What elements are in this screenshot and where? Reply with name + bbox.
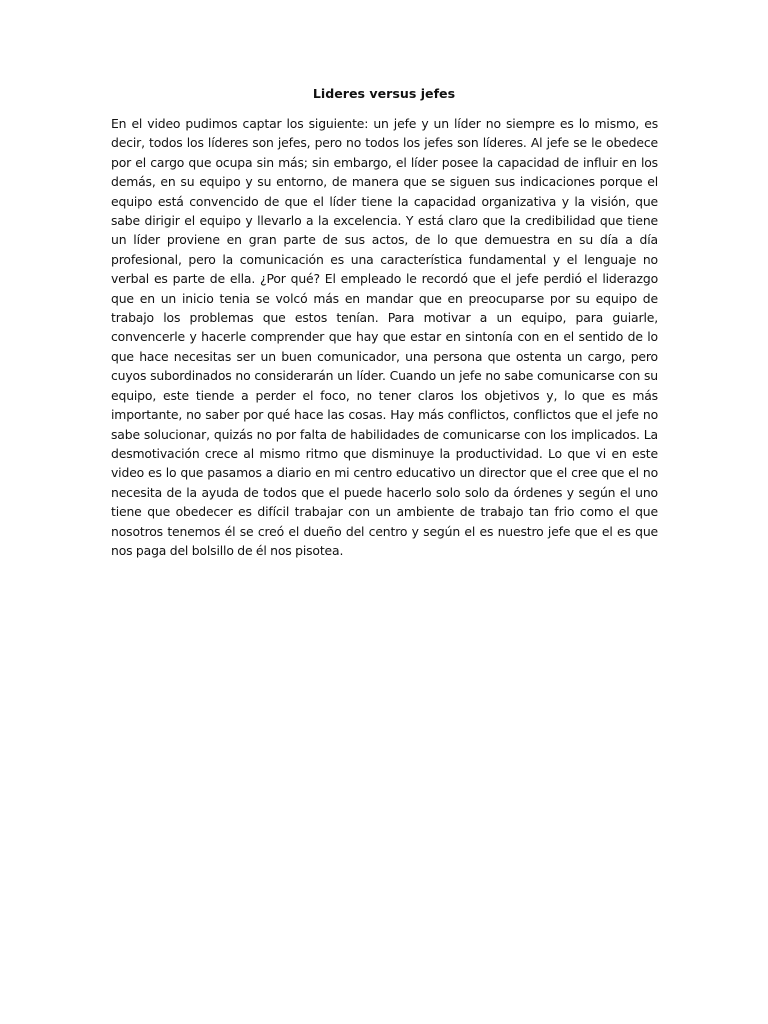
document-body-paragraph: En el video pudimos captar los siguiente: un jefe y un líder no siempre es lo mismo, es decir, todos los líderes son jefes, pero no todos los jefes son líderes. Al jefe se le obedece por el cargo que ocupa sin más; sin embargo, el líder posee la capacidad de influir en los demás, en su equipo y su entorno, de manera que se siguen sus indicaciones porque el equipo está convencido de que el líder tiene la capacidad organizativa y la visión, que sabe dirigir el equipo y llevarlo a la excelencia. Y está claro que la credibilidad que tiene un líder proviene en gran parte de sus actos, de lo que demuestra en su día a día profesional, pero la comunicación es una característica fundamental y el lenguaje no verbal es parte de ella. ¿Por qué? El empleado le recordó que el jefe perdió el liderazgo que en un inicio tenia se volcó más en mandar que en preocuparse por su equipo de trabajo los problemas que estos tenían. Para motivar a un equipo, para guiarle, convencerle y hacerle comprender que hay que estar en sintonía con en el sentido de lo que hace necesitas ser un buen comunicador, una persona que ostenta un cargo, pero cuyos subordinados no considerarán un líder. Cuando un jefe no sabe comunicarse con su equipo, este tiende a perder el foco, no tener claros los objetivos y, lo que es más importante, no saber por qué hace las cosas. Hay más conflictos, conflictos que el jefe no sabe solucionar, quizás no por falta de habilidades de comunicarse con los implicados. La desmotivación crece al mismo ritmo que disminuye la productividad. Lo que vi en este video es lo que pasamos a diario en mi centro educativo un director que el cree que el no necesita de la ayuda de todos que el puede hacerlo solo solo da órdenes y según el uno tiene que obedecer es difícil trabajar con un ambiente de trabajo tan frio como el que nosotros tenemos él se creó el dueño del centro y según el es nuestro jefe que el es que nos paga del bolsillo de él nos pisotea. [111,116,658,558]
document-title: Lideres versus jefes [312,86,456,101]
